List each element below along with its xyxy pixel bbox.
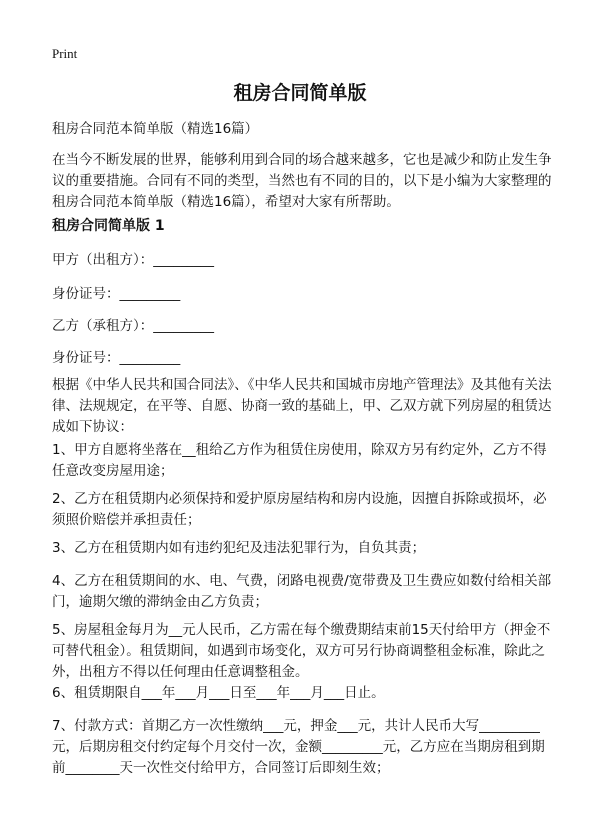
intro-paragraph: 在当今不断发展的世界，能够利用到合同的场合越来越多，它也是减少和防止发生争议的重要措施。合同有不同的类型，当然也有不同的目的，以下是小编为大家整理的租房合同范本简单版（精选16篇），希望对大家有所帮助。 [52,152,552,210]
clause-4: 4、乙方在租赁期间的水、电、气费，闭路电视费/宽带费及卫生费应如数付给相关部门，逾期欠缴的滞纳金由乙方负责； [52,573,552,610]
id-b-line: 身份证号：_________ [52,350,181,366]
print-label: Print [52,46,78,61]
clause-5: 5、房屋租金每月为__元人民币，乙方需在每个缴费期结束前15天付给甲方（押金不可替代租金）。租赁期间，如遇到市场变化，双方可另行协商调整租金标准，除此之外，出租方不得以任何理由任意调整租金。 [52,622,551,680]
clause-6: 6、租赁期限自___年___月___日至___年___月___日止。 [52,685,385,701]
clause-7: 7、付款方式：首期乙方一次性缴纳___元，押金___元，共计人民币大写_________元，后期房租交付约定每个月交付一次，金额_________元，乙方应在当期房租到期前________天一次性交付给甲方，合同签订后即刻生效； [52,718,545,776]
party-b-line: 乙方（承租方）：_________ [52,318,214,334]
clause-3: 3、乙方在租赁期内如有违约犯纪及违法犯罪行为，自负其责； [52,540,426,556]
clause-2: 2、乙方在租赁期内必须保持和爱护原房屋结构和房内设施，因擅自拆除或损坏，必须照价赔偿并承担责任； [52,491,547,528]
clause-1: 1、甲方自愿将坐落在__租给乙方作为租赁住房使用，除双方另有约定外，乙方不得任意改变房屋用途； [52,442,547,479]
basis-paragraph: 根据《中华人民共和国合同法》、《中华人民共和国城市房地产管理法》及其他有关法律、法规规定，在平等、自愿、协商一致的基础上，甲、乙双方就下列房屋的租赁达成如下协议： [52,377,552,435]
document-title: 租房合同简单版 [233,82,367,104]
document-subtitle: 租房合同范本简单版（精选16篇） [52,121,259,137]
party-a-line: 甲方（出租方）：_________ [52,252,214,268]
id-a-line: 身份证号：_________ [52,286,181,302]
section-heading: 租房合同简单版 1 [52,218,165,234]
